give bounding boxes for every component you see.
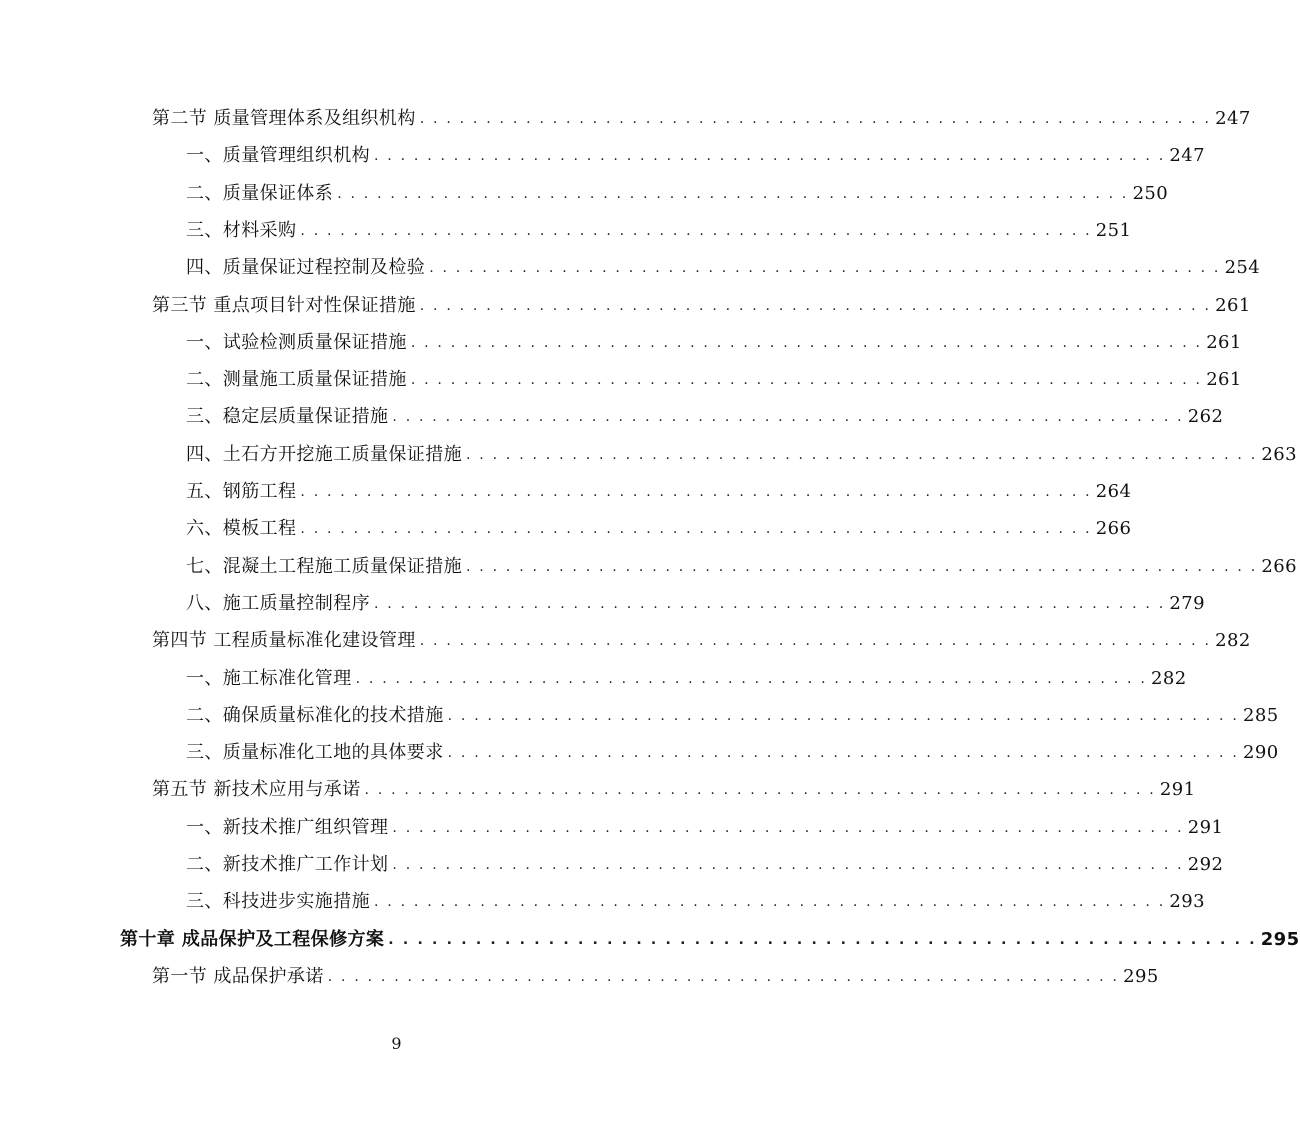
toc-entry-title: 七、混凝土工程施工质量保证措施 — [186, 555, 462, 577]
toc-entry-title: 第四节 工程质量标准化建设管理 — [152, 630, 416, 652]
dot-leader: . . . . . . . . . . . . . . . . . . . . . . . . . . . . . . . . . . . . . . . . . . . . . . . . . . . . . . . . . . . . — [300, 521, 1092, 538]
toc-entry-page: 261 — [1215, 294, 1251, 316]
toc-entry-page: 295 — [1123, 965, 1159, 987]
toc-entry-page: 263 — [1261, 443, 1297, 465]
toc-entry-item[interactable] — [0, 253, 1261, 283]
toc-entry-section[interactable] — [0, 775, 1196, 805]
toc-entry-item[interactable] — [0, 179, 1169, 209]
dot-leader: . . . . . . . . . . . . . . . . . . . . . . . . . . . . . . . . . . . . . . . . . . . . . . . . . . . . . . . . . . . . — [300, 222, 1092, 239]
toc-entry-page: 266 — [1095, 518, 1132, 540]
toc-entry-item[interactable] — [0, 440, 1297, 470]
dot-leader: . . . . . . . . . . . . . . . . . . . . . . . . . . . . . . . . . . . . . . . . . . . . . . . . . . . . . . . . . . . . — [410, 334, 1203, 351]
dot-leader: . . . . . . . . . . . . . . . . . . . . . . . . . . . . . . . . . . . . . . . . . . . . . . . . . . . . . . . . . . . . — [388, 931, 1257, 948]
toc-entry-page: 291 — [1187, 816, 1224, 838]
page-number: 9 — [391, 1034, 402, 1053]
toc-entry-title: 八、施工质量控制程序 — [186, 592, 370, 614]
toc-entry-title: 第十章 成品保护及工程保修方案 — [120, 928, 385, 950]
toc-entry-title: 一、质量管理组织机构 — [186, 145, 370, 167]
toc-entry-title: 二、质量保证体系 — [186, 182, 334, 204]
dot-leader: . . . . . . . . . . . . . . . . . . . . . . . . . . . . . . . . . . . . . . . . . . . . . . . . . . . . . . . . . . . . — [466, 558, 1258, 575]
toc-entry-item[interactable] — [0, 328, 1242, 358]
toc-entry-chapter[interactable] — [0, 925, 1300, 955]
dot-leader: . . . . . . . . . . . . . . . . . . . . . . . . . . . . . . . . . . . . . . . . . . . . . . . . . . . . . . . . . . . . — [364, 782, 1156, 799]
toc-entry-title: 五、钢筋工程 — [186, 481, 297, 502]
toc-entry-item[interactable] — [0, 552, 1297, 582]
toc-entry-item[interactable] — [0, 664, 1187, 694]
toc-entry-page: 251 — [1095, 219, 1132, 241]
toc-entry-page: 266 — [1261, 555, 1297, 577]
toc-entry-section[interactable] — [0, 962, 1159, 992]
dot-leader: . . . . . . . . . . . . . . . . . . . . . . . . . . . . . . . . . . . . . . . . . . . . . . . . . . . . . . . . . . . . — [447, 745, 1239, 762]
dot-leader: . . . . . . . . . . . . . . . . . . . . . . . . . . . . . . . . . . . . . . . . . . . . . . . . . . . . . . . . . . . . — [374, 595, 1166, 612]
toc-entry-item[interactable] — [0, 402, 1224, 432]
dot-leader: . . . . . . . . . . . . . . . . . . . . . . . . . . . . . . . . . . . . . . . . . . . . . . . . . . . . . . . . . . . . — [419, 633, 1212, 650]
toc-entry-title: 第一节 成品保护承诺 — [152, 965, 324, 987]
dot-leader: . . . . . . . . . . . . . . . . . . . . . . . . . . . . . . . . . . . . . . . . . . . . . . . . . . . . . . . . . . . . — [447, 707, 1239, 724]
dot-leader: . . . . . . . . . . . . . . . . . . . . . . . . . . . . . . . . . . . . . . . . . . . . . . . . . . . . . . . . . . . . — [466, 446, 1258, 463]
toc-entry-item[interactable] — [0, 589, 1205, 619]
toc-entry-title: 二、测量施工质量保证措施 — [186, 369, 407, 391]
toc-entry-item[interactable] — [0, 887, 1205, 917]
toc-entry-title: 六、模板工程 — [186, 518, 297, 540]
toc-entry-item[interactable] — [0, 701, 1279, 731]
toc-entry-title: 四、质量保证过程控制及检验 — [186, 257, 426, 279]
toc-entry-item[interactable] — [0, 813, 1224, 843]
toc-entry-page: 282 — [1215, 630, 1251, 652]
toc-entry-title: 一、新技术推广组织管理 — [186, 816, 389, 838]
toc-entry-page: 262 — [1187, 406, 1224, 428]
dot-leader: . . . . . . . . . . . . . . . . . . . . . . . . . . . . . . . . . . . . . . . . . . . . . . . . . . . . . . . . . . . . — [392, 819, 1184, 836]
toc-entry-page: 291 — [1159, 779, 1196, 801]
dot-leader: . . . . . . . . . . . . . . . . . . . . . . . . . . . . . . . . . . . . . . . . . . . . . . . . . . . . . . . . . . . . — [429, 260, 1221, 277]
toc-entry-page: 254 — [1224, 257, 1261, 279]
toc-entry-title: 第三节 重点项目针对性保证措施 — [152, 294, 416, 316]
dot-leader: . . . . . . . . . . . . . . . . . . . . . . . . . . . . . . . . . . . . . . . . . . . . . . . . . . . . . . . . . . . . — [419, 297, 1212, 314]
toc-entry-item[interactable] — [0, 216, 1132, 246]
toc-entry-page: 290 — [1242, 742, 1279, 764]
toc-entry-page: 261 — [1206, 369, 1242, 391]
toc-entry-item[interactable] — [0, 850, 1224, 880]
toc-entry-item[interactable] — [0, 365, 1242, 395]
toc-entry-title: 一、施工标准化管理 — [186, 667, 352, 689]
dot-leader: . . . . . . . . . . . . . . . . . . . . . . . . . . . . . . . . . . . . . . . . . . . . . . . . . . . . . . . . . . . . — [392, 857, 1184, 873]
toc-entry-title: 三、稳定层质量保证措施 — [186, 406, 389, 428]
toc-entry-item[interactable] — [0, 477, 1132, 507]
toc-entry-title: 第二节 质量管理体系及组织机构 — [152, 108, 416, 129]
dot-leader: . . . . . . . . . . . . . . . . . . . . . . . . . . . . . . . . . . . . . . . . . . . . . . . . . . . . . . . . . . . . — [392, 409, 1184, 426]
toc-entry-page: 264 — [1095, 481, 1132, 502]
dot-leader: . . . . . . . . . . . . . . . . . . . . . . . . . . . . . . . . . . . . . . . . . . . . . . . . . . . . . . . . . . . . — [419, 111, 1212, 127]
toc-entry-title: 二、新技术推广工作计划 — [186, 854, 389, 875]
toc-entry-title: 三、材料采购 — [186, 219, 297, 241]
toc-entry-page: 279 — [1169, 592, 1205, 614]
toc-entry-item[interactable] — [0, 514, 1132, 544]
toc-entry-section[interactable] — [0, 291, 1251, 321]
dot-leader: . . . . . . . . . . . . . . . . . . . . . . . . . . . . . . . . . . . . . . . . . . . . . . . . . . . . . . . . . . . . — [337, 185, 1129, 202]
toc-entry-title: 三、质量标准化工地的具体要求 — [186, 742, 444, 764]
toc-entry-page: 282 — [1150, 667, 1187, 689]
dot-leader: . . . . . . . . . . . . . . . . . . . . . . . . . . . . . . . . . . . . . . . . . . . . . . . . . . . . . . . . . . . . — [327, 968, 1120, 985]
dot-leader: . . . . . . . . . . . . . . . . . . . . . . . . . . . . . . . . . . . . . . . . . . . . . . . . . . . . . . . . . . . . — [410, 372, 1203, 389]
toc-entry-item[interactable] — [0, 141, 1205, 171]
toc-entry-title: 第五节 新技术应用与承诺 — [152, 779, 361, 801]
dot-leader: . . . . . . . . . . . . . . . . . . . . . . . . . . . . . . . . . . . . . . . . . . . . . . . . . . . . . . . . . . . . — [374, 148, 1166, 165]
toc-entry-section[interactable] — [0, 626, 1251, 656]
toc-entry-page: 250 — [1132, 182, 1169, 204]
toc-entry-page: 285 — [1242, 704, 1279, 726]
dot-leader: . . . . . . . . . . . . . . . . . . . . . . . . . . . . . . . . . . . . . . . . . . . . . . . . . . . . . . . . . . . . — [355, 670, 1147, 687]
toc-entry-title: 一、试验检测质量保证措施 — [186, 331, 407, 353]
toc-entry-section[interactable] — [0, 104, 1251, 134]
toc-entry-page: 261 — [1206, 331, 1242, 353]
toc-entry-title: 四、土石方开挖施工质量保证措施 — [186, 443, 462, 465]
toc-entry-page: 293 — [1169, 891, 1205, 913]
toc-entry-page: 247 — [1215, 108, 1251, 129]
toc-entry-page: 292 — [1187, 854, 1224, 875]
toc-entry-title: 二、确保质量标准化的技术措施 — [186, 704, 444, 726]
toc-entry-page: 247 — [1169, 145, 1205, 167]
dot-leader: . . . . . . . . . . . . . . . . . . . . . . . . . . . . . . . . . . . . . . . . . . . . . . . . . . . . . . . . . . . . — [374, 894, 1166, 911]
dot-leader: . . . . . . . . . . . . . . . . . . . . . . . . . . . . . . . . . . . . . . . . . . . . . . . . . . . . . . . . . . . . — [300, 484, 1092, 500]
toc-entry-item[interactable] — [0, 738, 1279, 768]
toc-entry-page: 295 — [1260, 928, 1300, 950]
toc-entry-title: 三、科技进步实施措施 — [186, 891, 370, 913]
